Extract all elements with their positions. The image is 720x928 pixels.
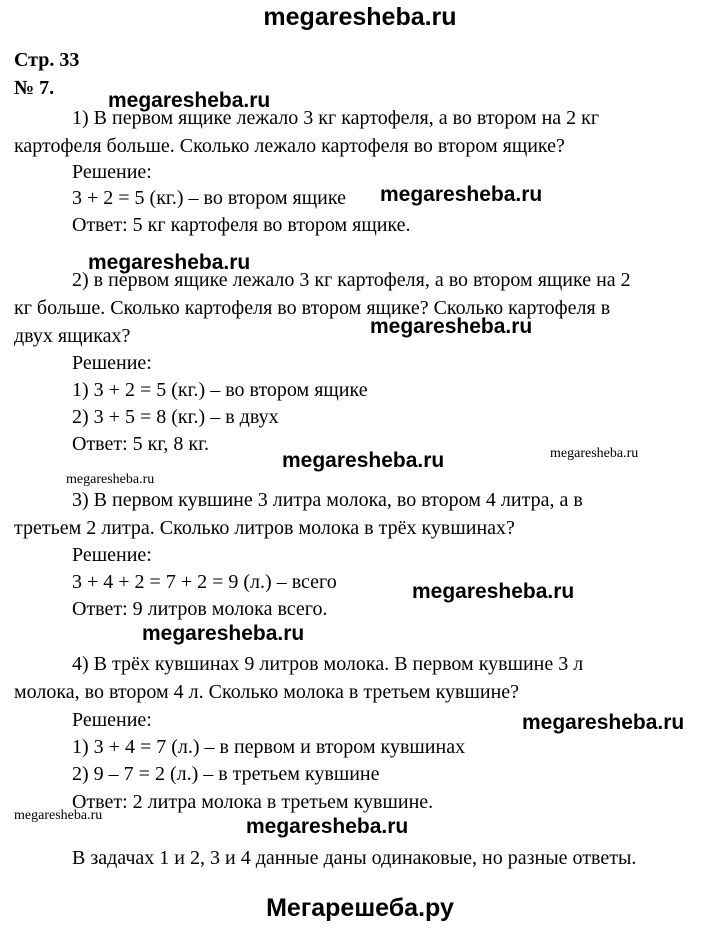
watermark: megaresheba.ru — [108, 89, 271, 112]
problem-4-answer: Ответ: 2 литра молока в третьем кувшине. — [72, 791, 434, 813]
page-reference: Стр. 33 — [14, 49, 80, 71]
task-number: № 7. — [14, 77, 55, 99]
watermark-small: megaresheba.ru — [66, 472, 155, 487]
problem-4-solution-label: Решение: — [72, 709, 152, 731]
watermark: megaresheba.ru — [142, 622, 305, 645]
problem-4-step-2: 2) 9 – 7 = 2 (л.) – в третьем кувшине — [72, 763, 380, 785]
problem-4-step-1: 1) 3 + 4 = 7 (л.) – в первом и втором кувшинах — [72, 736, 466, 758]
conclusion-text: В задачах 1 и 2, 3 и 4 данные даны одинаковые, но разные ответы. — [72, 847, 637, 869]
problem-4-line-1: 4) В трёх кувшинах 9 литров молока. В первом кувшине 3 л — [72, 653, 584, 675]
watermark: megaresheba.ru — [282, 449, 445, 472]
problem-2-answer: Ответ: 5 кг, 8 кг. — [72, 433, 210, 455]
problem-1-line-2: картофеля больше. Сколько лежало картофеля во втором ящике? — [14, 135, 565, 157]
problem-2-line-1: 2) в первом ящике лежало 3 кг картофеля, а во втором ящике на 2 — [72, 269, 631, 291]
problem-3-step-1: 3 + 4 + 2 = 7 + 2 = 9 (л.) – всего — [72, 571, 337, 593]
watermark: megaresheba.ru — [246, 815, 409, 838]
problem-1-answer: Ответ: 5 кг картофеля во втором ящике. — [72, 214, 411, 236]
problem-2-step-1: 1) 3 + 2 = 5 (кг.) – во втором ящике — [72, 379, 368, 401]
problem-1-solution-label: Решение: — [72, 161, 152, 183]
watermark-small: megaresheba.ru — [14, 808, 103, 823]
problem-1-line-1: 1) В первом ящике лежало 3 кг картофеля, а во втором на 2 кг — [72, 107, 600, 129]
watermark: megaresheba.ru — [380, 183, 543, 206]
problem-2-line-3: двух ящиках? — [14, 325, 131, 347]
problem-2-solution-label: Решение: — [72, 352, 152, 374]
problem-3-answer: Ответ: 9 литров молока всего. — [72, 598, 328, 620]
problem-3-solution-label: Решение: — [72, 544, 152, 566]
problem-4-line-2: молока, во втором 4 л. Сколько молока в третьем кувшине? — [14, 681, 520, 703]
problem-1-step-1: 3 + 2 = 5 (кг.) – во втором ящике — [72, 187, 346, 209]
watermark-small: megaresheba.ru — [550, 446, 639, 461]
watermark: megaresheba.ru — [370, 315, 533, 338]
watermark: megaresheba.ru — [412, 580, 575, 603]
problem-3-line-1: 3) В первом кувшине 3 литра молока, во втором 4 литра, а в — [72, 489, 583, 511]
footer-site-title: Мегарешеба.ру — [266, 894, 454, 922]
watermark: megaresheba.ru — [522, 711, 685, 734]
watermark: megaresheba.ru — [88, 251, 251, 274]
header-site-title: megaresheba.ru — [263, 3, 457, 31]
problem-3-line-2: третьем 2 литра. Сколько литров молока в трёх кувшинах? — [14, 517, 515, 539]
problem-2-step-2: 2) 3 + 5 = 8 (кг.) – в двух — [72, 406, 279, 428]
problem-2-line-2: кг больше. Сколько картофеля во втором ящике? Сколько картофеля в — [14, 297, 611, 319]
